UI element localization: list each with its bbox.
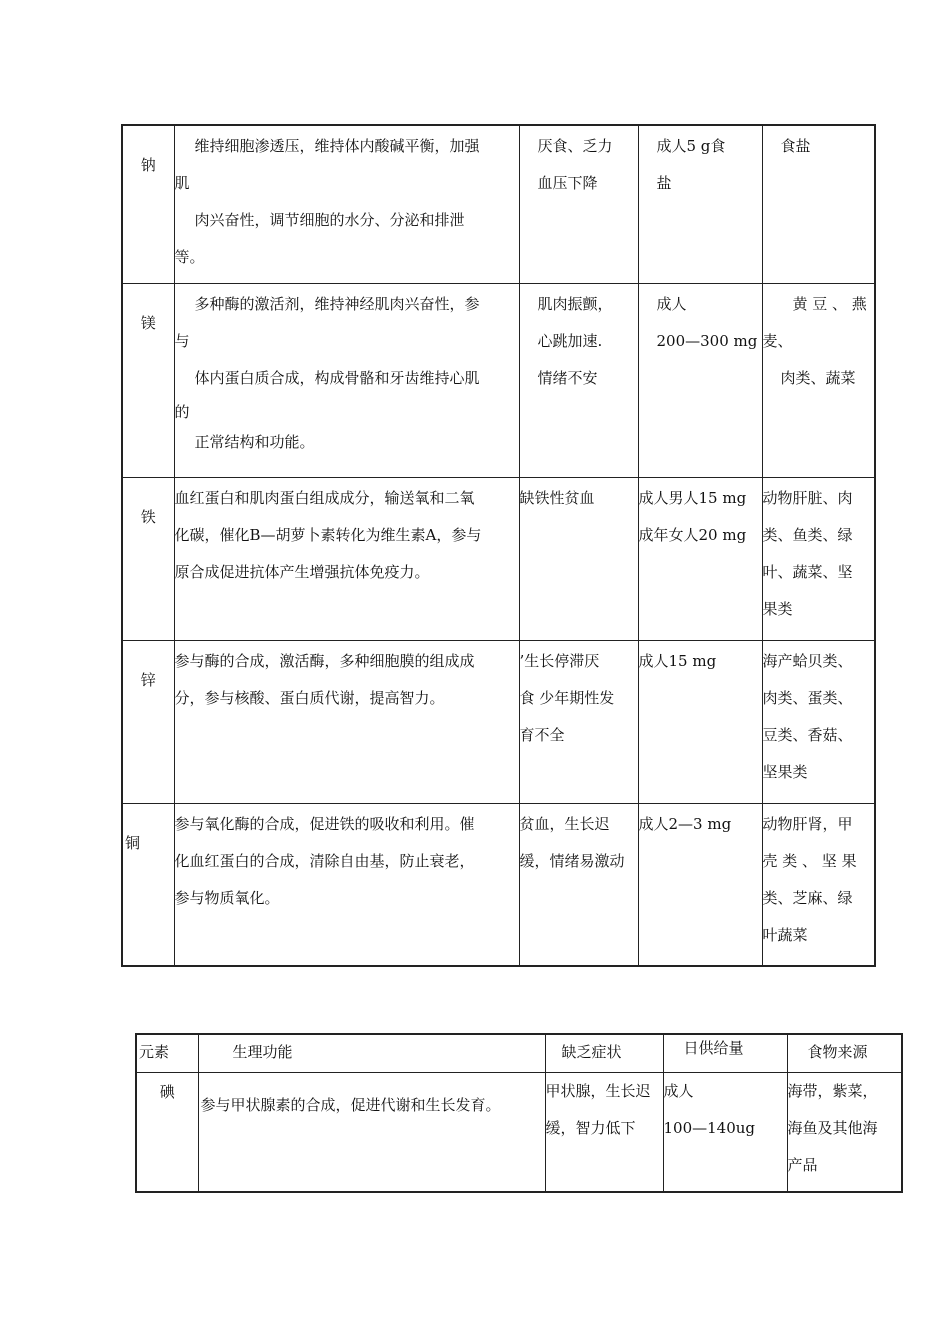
symptoms-cell: 厌食、乏力 血压下降 <box>519 125 638 283</box>
function-cell: 多种酶的激活剂，维持神经肌肉兴奋性，参 与 体内蛋白质合成，构成骨骼和牙齿维持心肌 的 正常结构和功能。 <box>174 283 519 477</box>
sources-cell: 黄 豆 、 燕 麦、 肉类、蔬菜 <box>762 283 875 477</box>
intake-cell: 成人 100—140ug <box>663 1072 787 1192</box>
symptoms-cell: 缺铁性贫血 <box>519 477 638 640</box>
intake-cell: 成人5 g食 盐 <box>638 125 762 283</box>
element-cell: 铁 <box>122 477 174 640</box>
intake-cell: 成人 200—300 mg <box>638 283 762 477</box>
trace-elements-table-1 <box>121 124 876 967</box>
element-cell: 钠 <box>122 125 174 283</box>
sources-cell: 动物肝肾，甲 壳 类 、 坚 果 类、芝麻、绿 叶蔬菜 <box>762 803 875 966</box>
symptoms-cell: 肌肉振颤， 心跳加速. 情绪不安 <box>519 283 638 477</box>
table-row <box>136 1072 902 1192</box>
function-cell: 维持细胞渗透压，维持体内酸碱平衡，加强 肌 肉兴奋性，调节细胞的水分、分泌和排泄 等。 <box>174 125 519 283</box>
sources-cell: 动物肝脏、肉 类、鱼类、绿 叶、蔬菜、坚 果类 <box>762 477 875 640</box>
header-symptoms: 缺乏症状 <box>545 1034 663 1072</box>
function-cell: 血红蛋白和肌肉蛋白组成成分，输送氧和二氧 化碳，催化B—胡萝卜素转化为维生素A，参与 原合成促进抗体产生增强抗体免疫力。 <box>174 477 519 640</box>
header-intake: 日供给量 <box>663 1034 787 1072</box>
table-row <box>122 283 875 477</box>
header-sources: 食物来源 <box>787 1034 902 1072</box>
symptoms-cell: 贫血，生长迟 缓，情绪易激动 <box>519 803 638 966</box>
function-cell: 参与酶的合成，激活酶，多种细胞膜的组成成 分，参与核酸、蛋白质代谢，提高智力。 <box>174 640 519 803</box>
table-row <box>122 125 875 283</box>
element-cell: 镁 <box>122 283 174 477</box>
sources-cell: 海产蛤贝类、 肉类、蛋类、 豆类、香菇、 坚果类 <box>762 640 875 803</box>
symptoms-cell: ’生长停滞厌 食 少年期性发 育不全 <box>519 640 638 803</box>
table-row <box>122 803 875 966</box>
intake-cell: 成人2—3 mg <box>638 803 762 966</box>
intake-cell: 成人男人15 mg 成年女人20 mg <box>638 477 762 640</box>
function-cell: 参与甲状腺素的合成，促进代谢和生长发育。 <box>198 1072 545 1192</box>
trace-elements-table-2 <box>135 1033 903 1193</box>
sources-cell: 海带，紫菜， 海鱼及其他海 产品 <box>787 1072 902 1192</box>
sources-cell: 食盐 <box>762 125 875 283</box>
header-function: 生理功能 <box>198 1034 545 1072</box>
element-cell: 锌 <box>122 640 174 803</box>
intake-cell: 成人15 mg <box>638 640 762 803</box>
element-cell: 铜 <box>122 803 174 966</box>
table-header-row <box>136 1034 902 1072</box>
element-cell: 碘 <box>136 1072 198 1192</box>
table-row <box>122 477 875 640</box>
function-cell: 参与氧化酶的合成，促进铁的吸收和利用。催 化血红蛋白的合成，清除自由基，防止衰老， 参与物质氧化。 <box>174 803 519 966</box>
table-row <box>122 640 875 803</box>
header-element: 元素 <box>136 1034 198 1072</box>
symptoms-cell: 甲状腺，生长迟 缓，智力低下 <box>545 1072 663 1192</box>
